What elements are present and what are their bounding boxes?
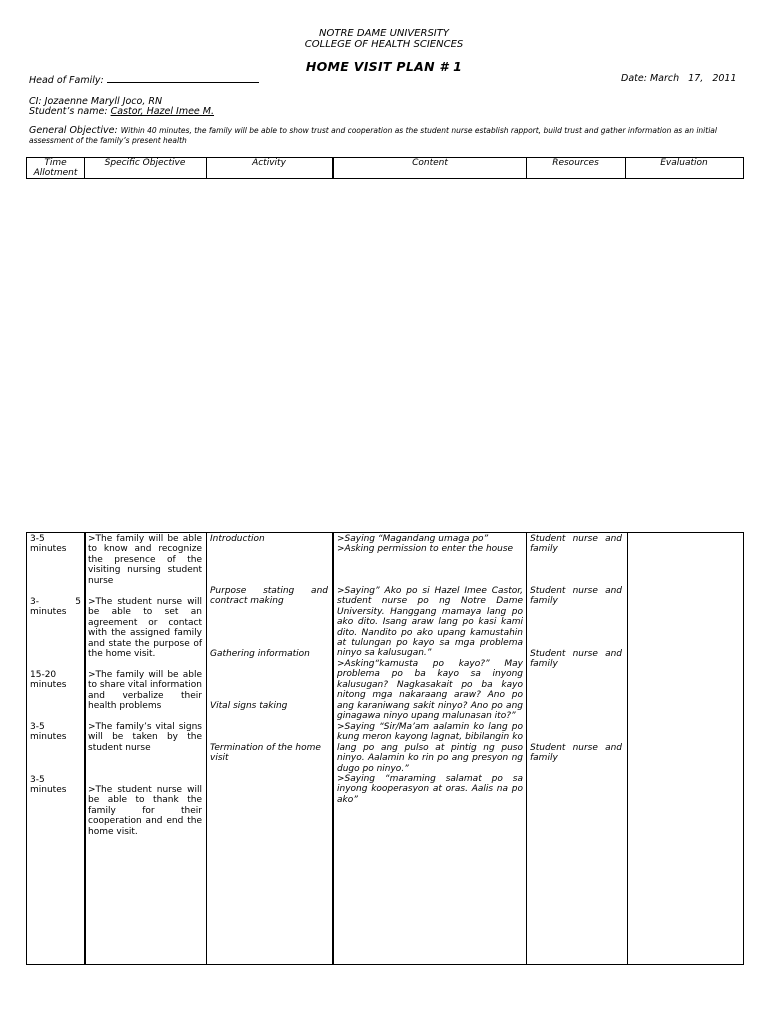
ci-value: Jozaenne Maryll Joco, RN bbox=[44, 96, 163, 107]
objective-cell: >The student nurse will be able to thank the family for their cooperation and end the home visit. bbox=[88, 785, 202, 837]
col-time-allotment: Time Allotment bbox=[33, 158, 78, 178]
page-title: HOME VISIT PLAN # 1 bbox=[305, 59, 463, 74]
student-label: Student’s name: bbox=[29, 106, 108, 117]
objective-cell: >The family’s vital signs will be taken by the student nurse bbox=[88, 722, 202, 753]
table-body bbox=[26, 532, 744, 965]
col-specific-objective: Specific Objective bbox=[104, 158, 186, 168]
resources-cell: Student nurse and family bbox=[530, 743, 622, 764]
activity-cell: Termination of the home visit bbox=[210, 743, 321, 764]
university-name: NOTRE DAME UNIVERSITY bbox=[319, 28, 449, 39]
column-divider bbox=[332, 533, 334, 964]
time-cell: 3- 5 minutes bbox=[30, 597, 84, 618]
date-line bbox=[621, 73, 737, 84]
resources-cell: Student nurse and family bbox=[530, 586, 622, 607]
date-label: Date: bbox=[621, 73, 647, 84]
student-value: Castor, Hazel Imee M. bbox=[110, 106, 215, 117]
student-line bbox=[29, 106, 214, 117]
objective-text: Within 40 minutes, the family will be able to show trust and cooperation as the student nurse establish rapport, build trust and gather information as an initial assessment of the family’s present health bbox=[29, 126, 717, 145]
general-objective bbox=[29, 126, 741, 146]
activity-cell: Gathering information bbox=[210, 649, 310, 659]
activity-cell: Purpose stating and contract making bbox=[210, 586, 328, 607]
resources-cell: Student nurse and family bbox=[530, 649, 622, 670]
resources-cell: Student nurse and family bbox=[530, 534, 622, 555]
col-content: Content bbox=[412, 158, 448, 168]
objective-cell: >The family will be able to share vital information and verbalize their health problems bbox=[88, 670, 202, 712]
column-divider bbox=[206, 533, 207, 964]
college-name: COLLEGE OF HEALTH SCIENCES bbox=[304, 39, 464, 50]
head-of-family-line bbox=[29, 73, 259, 86]
content-cell: >Saying” Ako po si Hazel Imee Castor, student nurse po ng Notre Dame University. Hanggang mamaya lang po ako dito. Isang araw lang po kasi kami dito. Nandito po ako upang kamustahin at tulungan po kayo sa mga problema ninyo sa kalusugan.” bbox=[337, 586, 523, 659]
table-header bbox=[26, 157, 744, 179]
content-cell: >Saying “Magandang umaga po” bbox=[337, 534, 489, 544]
time-cell: 3-5 minutes bbox=[30, 775, 67, 796]
time-cell: 15-20 minutes bbox=[30, 670, 67, 691]
column-divider bbox=[84, 533, 86, 964]
content-cell: >Saying “maraming salamat po sa inyong kooperasyon at oras. Aalis na po ako” bbox=[337, 774, 523, 805]
time-cell: 3-5 minutes bbox=[30, 534, 67, 555]
ci-label: CI: bbox=[29, 96, 42, 107]
head-of-family-blank bbox=[107, 73, 259, 83]
activity-cell: Vital signs taking bbox=[210, 701, 288, 711]
content-cell: >Asking“kamusta po kayo?” May problema po ba kayo sa inyong kalusugan? Nagkasakait po ba kayo nitong mga nakaraang araw? Ano po ang karaniwang sakit ninyo? Ano po ang ginagawa ninyo upang malunasan ito?” bbox=[337, 659, 523, 722]
activity-cell: Introduction bbox=[210, 534, 265, 544]
col-activity: Activity bbox=[252, 158, 286, 168]
column-divider bbox=[627, 533, 628, 964]
content-cell: >Saying “Sir/Ma’am aalamin ko lang po kung meron kayong lagnat, bibilangin ko lang po ang pulso at pintig ng puso ninyo. Aalamin ko rin po ang presyon ng dugo po ninyo.” bbox=[337, 722, 523, 774]
objective-cell: >The student nurse will be able to set an agreement or contact with the assigned family and state the purpose of the home visit. bbox=[88, 597, 202, 660]
column-divider bbox=[526, 533, 527, 964]
objective-cell: >The family will be able to know and recognize the presence of the visiting nursing student nurse bbox=[88, 534, 202, 586]
time-cell: 3-5 minutes bbox=[30, 722, 67, 743]
date-value: March 17, 2011 bbox=[649, 73, 737, 84]
col-resources: Resources bbox=[552, 158, 599, 168]
content-cell: >Asking permission to enter the house bbox=[337, 544, 514, 554]
col-evaluation: Evaluation bbox=[660, 158, 708, 168]
objective-label: General Objective: bbox=[29, 125, 118, 136]
head-of-family-label: Head of Family: bbox=[29, 75, 104, 86]
